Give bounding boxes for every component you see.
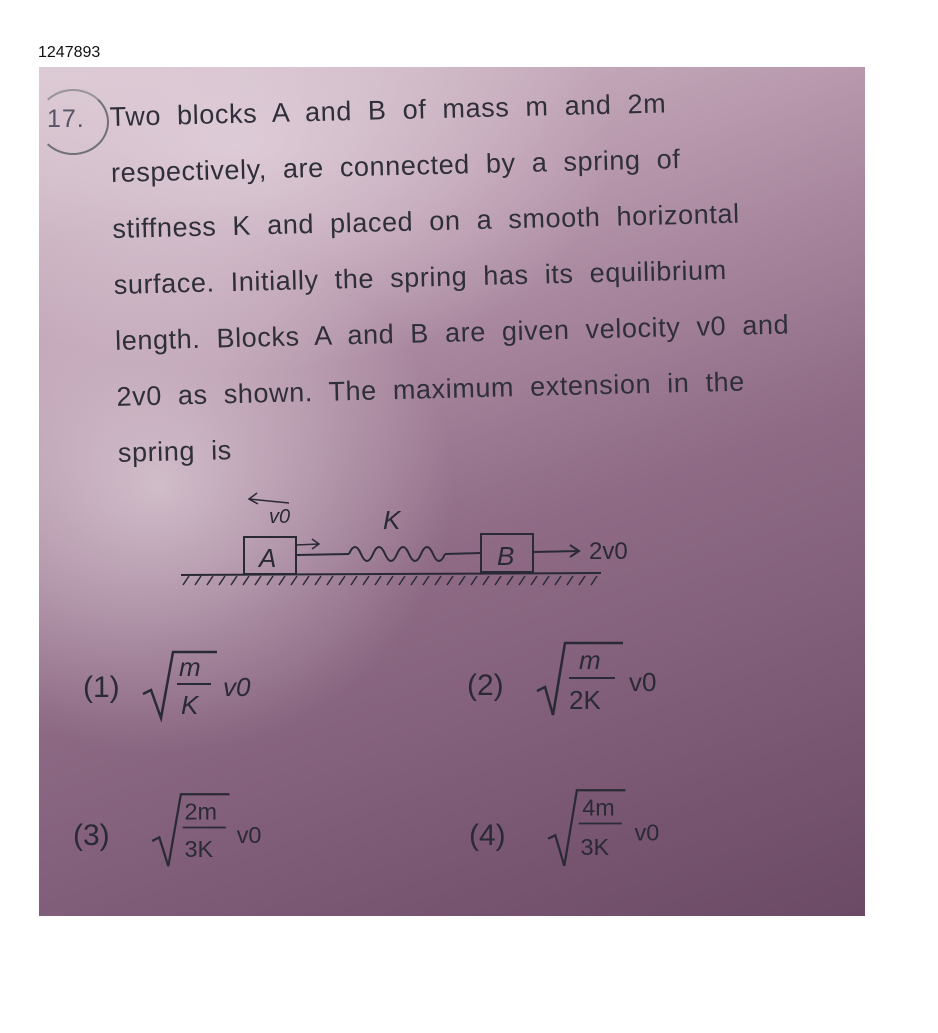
option-1-numerator: m: [179, 652, 201, 682]
option-2-denominator: 2K: [569, 685, 601, 715]
question-photo: [39, 67, 865, 916]
velocity-b-label: 2v0: [589, 538, 628, 565]
question-line-7: spring is: [117, 435, 233, 468]
option-4-formula[interactable]: [535, 783, 725, 873]
option-4-denominator: 3K: [580, 834, 610, 860]
option-4-numerator: 4m: [582, 794, 615, 821]
block-b-label: B: [497, 541, 515, 571]
option-1-label[interactable]: (1): [83, 671, 120, 704]
spring-coil: [349, 547, 445, 561]
option-4-label[interactable]: (4): [469, 819, 506, 852]
ground-hatching: [183, 576, 597, 585]
question-text: [109, 72, 808, 481]
option-3-numerator: 2m: [184, 798, 217, 825]
block-a-label: A: [259, 543, 277, 573]
option-3-denominator: 3K: [184, 836, 214, 863]
option-1-suffix: v0: [223, 672, 251, 702]
option-2-label[interactable]: (2): [467, 669, 504, 702]
question-line-4: surface. Initially the spring has its equilibrium: [113, 254, 728, 300]
question-line-2: respectively, are connected by a spring of: [110, 144, 681, 188]
question-line-1: Two blocks A and B of mass m and 2m: [109, 88, 667, 132]
option-1-denominator: K: [181, 690, 199, 720]
velocity-b-arrow: [533, 551, 579, 552]
option-3-label[interactable]: (3): [73, 819, 110, 852]
spring-label: K: [383, 505, 401, 535]
question-number: 17.: [47, 105, 85, 133]
option-4-suffix: v0: [634, 819, 660, 846]
document-id: 1247893: [38, 44, 101, 61]
option-3-formula[interactable]: [139, 787, 329, 877]
option-1-formula[interactable]: [139, 642, 319, 732]
option-2-formula[interactable]: [533, 635, 723, 725]
question-line-3: stiffness K and placed on a smooth horizontal: [112, 198, 740, 244]
question-line-5: length. Blocks A and B are given velocity v0 and: [114, 309, 790, 356]
velocity-a-label: v0: [269, 506, 291, 528]
option-2-suffix: v0: [629, 667, 657, 697]
question-line-6: 2v0 as shown. The maximum extension in the: [116, 366, 746, 412]
option-3-suffix: v0: [236, 821, 262, 848]
option-2-numerator: m: [579, 645, 601, 675]
spring-block-figure: [169, 487, 669, 607]
